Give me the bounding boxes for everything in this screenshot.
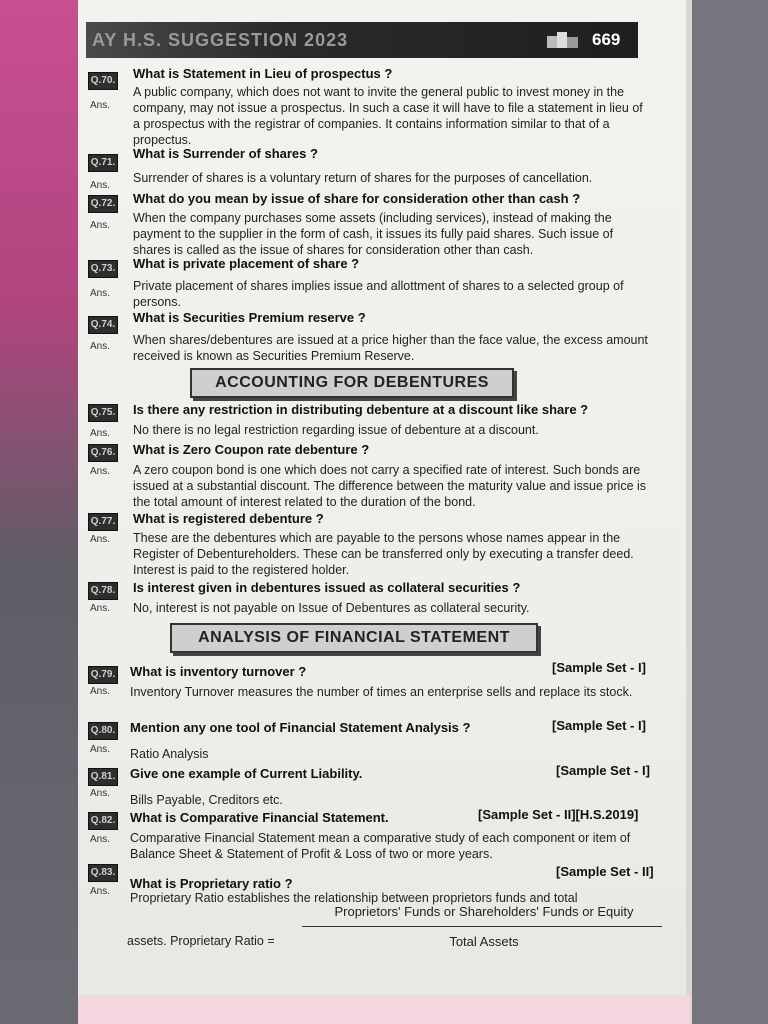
answer-label: Ans. <box>90 744 111 755</box>
background-left <box>0 0 82 1024</box>
sample-set-tag: [Sample Set - I] <box>552 660 646 675</box>
sample-set-tag: [Sample Set - II][H.S.2019] <box>478 807 639 822</box>
answer-label: Ans. <box>90 288 111 299</box>
answer-text: Ratio Analysis <box>130 747 209 761</box>
answer-label: Ans. <box>90 180 111 191</box>
answer-text: When the company purchases some assets (including services), instead of making the payment to the supplier in the form of cash, it issues its fully paid shares. Such issue of shares is called as the issue of shares for consideration other than cash. <box>133 211 614 257</box>
answer-label: Ans. <box>90 788 111 799</box>
question-text: What is Securities Premium reserve ? <box>133 310 366 325</box>
answer-label: Ans. <box>90 886 111 897</box>
question-text: What is private placement of share ? <box>133 256 360 271</box>
answer-label: Ans. <box>90 100 111 111</box>
answer-label: Ans. <box>90 428 111 439</box>
answer-text: No, interest is not payable on Issue of Debentures as collateral security. <box>133 601 530 615</box>
header-title: AY H.S. SUGGESTION 2023 <box>92 30 349 50</box>
question-text: What is Proprietary ratio ? <box>130 876 293 891</box>
answer-label: Ans. <box>90 686 111 697</box>
question-number: Q.80. <box>88 722 118 740</box>
answer-text: These are the debentures which are payable to the persons whose names appear in the Register of Debentureholders. These can be transferred only by executing a transfer deed. Interest is paid to the registered holder. <box>133 531 634 577</box>
question-number: Q.78. <box>88 582 118 600</box>
question-text: What is registered debenture ? <box>133 511 324 526</box>
question-text: What is Comparative Financial Statement. <box>130 810 389 825</box>
section-heading-financial-statement: ANALYSIS OF FINANCIAL STATEMENT <box>170 623 538 653</box>
answer-text: No there is no legal restriction regarding issue of debenture at a discount. <box>133 423 539 437</box>
answer-text: A public company, which does not want to invite the general public to invest money in the company, may not issue a prospectus. In such a case it will have to file a statement in lieu of a prospectus with the registrar of companies. It contains information similar to that of a propectus. <box>133 85 643 147</box>
answer-text: Proprietary Ratio establishes the relationship between proprietors funds and total <box>130 891 578 905</box>
question-number: Q.75. <box>88 404 118 422</box>
question-number: Q.74. <box>88 316 118 334</box>
answer-label: Ans. <box>90 603 111 614</box>
answer-text: Comparative Financial Statement mean a comparative study of each component or item of Balance Sheet & Statement of Profit & Loss of two or more years. <box>130 831 631 861</box>
page-bottom-strip <box>78 995 690 1024</box>
question-number: Q.76. <box>88 444 118 462</box>
section-heading-debentures: ACCOUNTING FOR DEBENTURES <box>190 368 514 398</box>
answer-label: Ans. <box>90 220 111 231</box>
question-number: Q.73. <box>88 260 118 278</box>
books-icon <box>545 28 581 50</box>
answer-label: Ans. <box>90 466 111 477</box>
question-text: Give one example of Current Liability. <box>130 766 363 781</box>
answer-text: A zero coupon bond is one which does not carry a specified rate of interest. Such bonds are issued at a substantial discount. The difference between the maturity value and issue price is the total amount of interest related to the duration of the bond. <box>133 463 647 509</box>
question-text: What is Statement in Lieu of prospectus ? <box>133 66 393 81</box>
formula-label: assets. Proprietary Ratio = <box>127 934 275 948</box>
background-right <box>688 0 768 1024</box>
fraction-line <box>302 926 662 927</box>
answer-text: Surrender of shares is a voluntary return of shares for the purposes of cancellation. <box>133 171 593 185</box>
question-text: Is interest given in debentures issued as collateral securities ? <box>133 580 521 595</box>
question-number: Q.71. <box>88 154 118 172</box>
question-text: What is Zero Coupon rate debenture ? <box>133 442 370 457</box>
answer-text: When shares/debentures are issued at a price higher than the face value, the excess amount received is known as Securities Premium Reserve. <box>133 333 648 363</box>
formula-denominator: Total Assets <box>449 934 519 949</box>
question-number: Q.72. <box>88 195 118 213</box>
sample-set-tag: [Sample Set - I] <box>552 718 646 733</box>
answer-label: Ans. <box>90 341 111 352</box>
question-text: What is Surrender of shares ? <box>133 146 318 161</box>
formula-numerator: Proprietors' Funds or Shareholders' Funds or Equity <box>334 904 634 919</box>
page-edge <box>686 0 692 1024</box>
question-number: Q.77. <box>88 513 118 531</box>
answer-label: Ans. <box>90 834 111 845</box>
question-text: Mention any one tool of Financial Statement Analysis ? <box>130 720 471 735</box>
question-number: Q.83. <box>88 864 118 882</box>
answer-label: Ans. <box>90 534 111 545</box>
question-text: What do you mean by issue of share for consideration other than cash ? <box>133 191 581 206</box>
sample-set-tag: [Sample Set - I] <box>556 763 650 778</box>
question-number: Q.79. <box>88 666 118 684</box>
answer-text: Private placement of shares implies issue and allottment of shares to a selected group of persons. <box>133 279 624 309</box>
question-number: Q.81. <box>88 768 118 786</box>
answer-text: Bills Payable, Creditors etc. <box>130 793 283 807</box>
sample-set-tag: [Sample Set - II] <box>556 864 654 879</box>
question-text: What is inventory turnover ? <box>130 664 307 679</box>
answer-text: Inventory Turnover measures the number of times an enterprise sells and replace its stock. <box>130 685 633 699</box>
question-text: Is there any restriction in distributing debenture at a discount like share ? <box>133 402 589 417</box>
page-number: 669 <box>592 30 621 49</box>
question-number: Q.82. <box>88 812 118 830</box>
question-number: Q.70. <box>88 72 118 90</box>
